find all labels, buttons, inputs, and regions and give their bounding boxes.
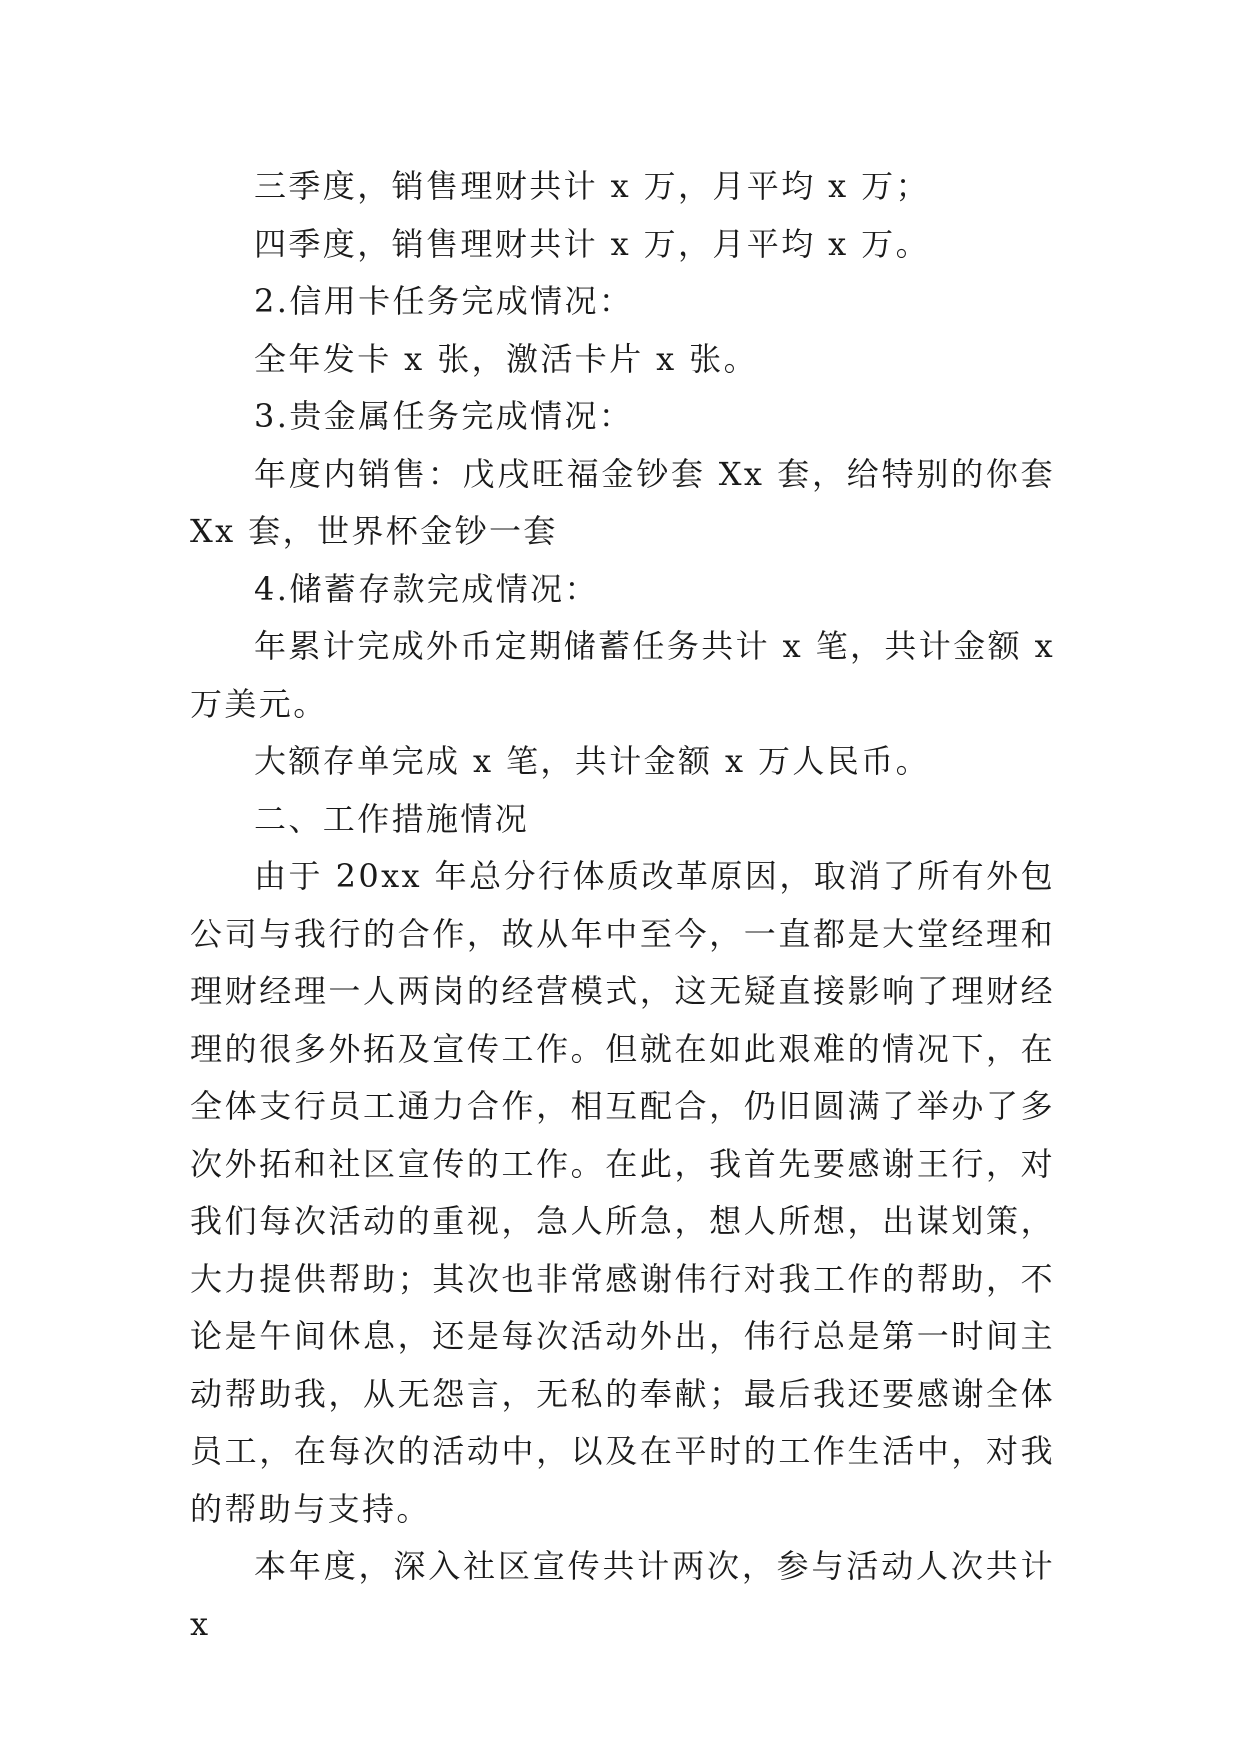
paragraph-q4-sales: 四季度，销售理财共计 x 万，月平均 x 万。 [254, 224, 930, 263]
document-body [190, 158, 1055, 1653]
heading-credit-card: 2.信用卡任务完成情况： [254, 282, 634, 320]
paragraph-large-deposit-certificates: 大额存单完成 x 笔，共计金额 x 万人民币。 [254, 742, 930, 780]
paragraph-precious-metals: 年度内销售：戊戌旺福金钞套 Xx 套，给特别的你套 Xx 套，世界杯金钞一套 [190, 454, 1055, 550]
heading-savings-deposits: 4.储蓄存款完成情况： [254, 569, 599, 608]
paragraph-work-measures: 由于 20xx 年总分行体质改革原因，取消了所有外包公司与我行的合作，故从年中至今，一直都是大堂经理和理财经理一人两岗的经营模式，这无疑直接影响了理财经理的很多外拓及宣传工作。但就在如此艰难的情况下，在全体支行员工通力合作，相互配合，仍旧圆满了举办了多次外拓和社区宣传的工作。在此，我首先要感谢王行，对我们每次活动的重视，急人所急，想人所想，出谋划策，大力提供帮助；其次也非常感谢伟行对我工作的帮助，不论是午间休息，还是每次活动外出，伟行总是第一时间主动帮助我，从无怨言，无私的奉献；最后我还要感谢全体员工，在每次的活动中，以及在平时的工作生活中，对我的帮助与支持。 [190, 857, 1055, 1528]
paragraph-credit-card: 全年发卡 x 张，激活卡片 x 张。 [254, 339, 758, 378]
heading-precious-metals: 3.贵金属任务完成情况： [254, 397, 634, 435]
paragraph-q3-sales: 三季度，销售理财共计 x 万，月平均 x 万； [254, 167, 930, 205]
paragraph-community-promotion: 本年度，深入社区宣传共计两次，参与活动人次共计 x [190, 1547, 1055, 1643]
paragraph-foreign-currency-savings: 年累计完成外币定期储蓄任务共计 x 笔，共计金额 x 万美元。 [190, 627, 1056, 723]
section-heading-work-measures: 二、工作措施情况 [254, 799, 530, 838]
